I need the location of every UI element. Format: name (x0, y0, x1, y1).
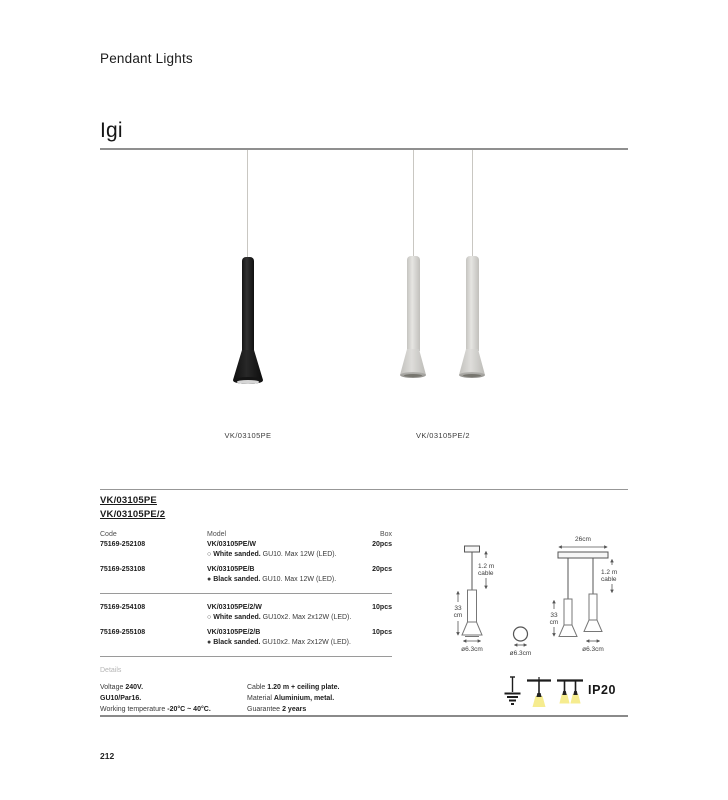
svg-text:ø6.3cm: ø6.3cm (509, 650, 532, 657)
black-swatch-icon: ● (207, 576, 212, 583)
code-cell: 75169-253108 (100, 566, 146, 573)
details-left-column (100, 682, 247, 715)
product-code-link[interactable]: VK/03105PE (100, 495, 157, 506)
detail-value: 240V. (125, 684, 144, 691)
lamp-spec: GU10x2. Max 2x12W (LED). (262, 639, 351, 646)
white-pendant-body (466, 256, 479, 351)
feature-icons (497, 670, 587, 712)
box-cell: 20pcs (372, 541, 392, 548)
black-swatch-icon: ● (207, 639, 212, 646)
detail-value: 2 years (282, 706, 307, 713)
column-header-box: Box (379, 531, 392, 538)
spec-section (100, 494, 392, 715)
box-cell: 10pcs (372, 604, 392, 611)
detail-value: GU10/Par16. (100, 695, 142, 702)
page-number: 212 (100, 751, 115, 761)
single-pendant-icon (527, 677, 551, 707)
finish-name: Black sanded. (213, 639, 261, 646)
product-label: VK/03105PE (224, 431, 272, 440)
black-pendant-cable (247, 150, 248, 258)
svg-text:cm: cm (549, 619, 559, 626)
finish-description (207, 638, 392, 648)
finish-name: Black sanded. (213, 576, 261, 583)
detail-line (247, 682, 339, 693)
svg-text:1.2 m: 1.2 m (478, 563, 495, 570)
finish-name: White sanded. (213, 551, 261, 558)
detail-line (100, 693, 247, 704)
row-separator (100, 593, 392, 594)
title-divider (100, 148, 628, 150)
earth-ground-icon (505, 677, 521, 704)
white-pendant-cable (413, 150, 414, 257)
svg-text:cm: cm (453, 612, 463, 619)
model-cell: VK/03105PE/2/W (207, 604, 262, 611)
white-pendant-diffuser (404, 374, 422, 377)
finish-description (207, 613, 392, 623)
white-pendant-body (407, 256, 420, 351)
model-cell: VK/03105PE/B (207, 566, 255, 573)
detail-key: Working temperature (100, 706, 166, 713)
row-separator (100, 656, 392, 657)
white-pendant-diffuser (463, 374, 481, 377)
detail-line (247, 704, 339, 715)
black-pendant-body (242, 257, 254, 351)
box-cell: 20pcs (372, 566, 392, 573)
box-cell: 10pcs (372, 629, 392, 636)
detail-line (100, 682, 247, 693)
spec-divider-top (100, 489, 628, 490)
detail-key: Guarantee (247, 706, 281, 713)
category-title: Pendant Lights (100, 51, 193, 66)
single-pendant-drawing (454, 546, 495, 653)
table-row (100, 603, 392, 623)
svg-text:1.2 m: 1.2 m (601, 569, 618, 576)
footer-divider (100, 715, 628, 717)
svg-text:33: 33 (454, 605, 462, 612)
detail-key: Cable (247, 684, 266, 691)
svg-text:cable: cable (478, 570, 494, 577)
table-row (100, 565, 392, 585)
svg-text:26cm: 26cm (575, 536, 591, 543)
page-title: Igi (100, 119, 123, 142)
detail-value: 1.20 m + ceiling plate. (267, 684, 340, 691)
white-swatch-icon: ○ (207, 614, 212, 621)
code-cell: 75169-252108 (100, 541, 146, 548)
table-header-row (100, 530, 392, 540)
detail-line (247, 693, 339, 704)
lamp-spec: GU10x2. Max 2x12W (LED). (262, 614, 352, 621)
details-block (100, 682, 392, 715)
black-pendant-cone (233, 350, 263, 380)
detail-value: -20°C ~ 40°C. (167, 706, 211, 713)
svg-text:33: 33 (550, 612, 558, 619)
black-pendant-diffuser (237, 380, 259, 384)
white-swatch-icon: ○ (207, 551, 212, 558)
detail-key: Voltage (100, 684, 124, 691)
double-pendant-icon (557, 681, 583, 704)
detail-value: Aluminium, metal. (273, 695, 335, 702)
pendant-top-view-drawing (510, 627, 532, 657)
code-cell: 75169-254108 (100, 604, 146, 611)
product-label: VK/03105PE/2 (415, 431, 470, 440)
product-code-link[interactable]: VK/03105PE/2 (100, 509, 166, 520)
detail-key: Material (247, 695, 272, 702)
finish-description (207, 550, 392, 560)
code-cell: 75169-255108 (100, 629, 146, 636)
finish-description (207, 575, 392, 585)
lamp-spec: GU10. Max 12W (LED). (262, 576, 337, 583)
table-row (100, 540, 392, 560)
double-pendant-drawing (550, 536, 618, 653)
model-cell: VK/03105PE/W (207, 541, 257, 548)
details-right-column (247, 682, 339, 715)
lamp-spec: GU10. Max 12W (LED). (262, 551, 337, 558)
finish-name: White sanded. (213, 614, 261, 621)
detail-line (100, 704, 247, 715)
column-header-code: Code (100, 531, 117, 538)
column-header-model: Model (207, 531, 227, 538)
svg-text:cable: cable (601, 576, 617, 583)
table-row (100, 628, 392, 648)
technical-drawings (438, 528, 638, 663)
model-cell: VK/03105PE/2/B (207, 629, 261, 636)
ip-rating-badge: IP20 (588, 683, 617, 697)
svg-text:ø6.3cm: ø6.3cm (461, 646, 483, 653)
svg-text:ø6.3cm: ø6.3cm (582, 646, 604, 653)
details-label: Details (100, 667, 122, 674)
white-pendant-cable (472, 150, 473, 257)
